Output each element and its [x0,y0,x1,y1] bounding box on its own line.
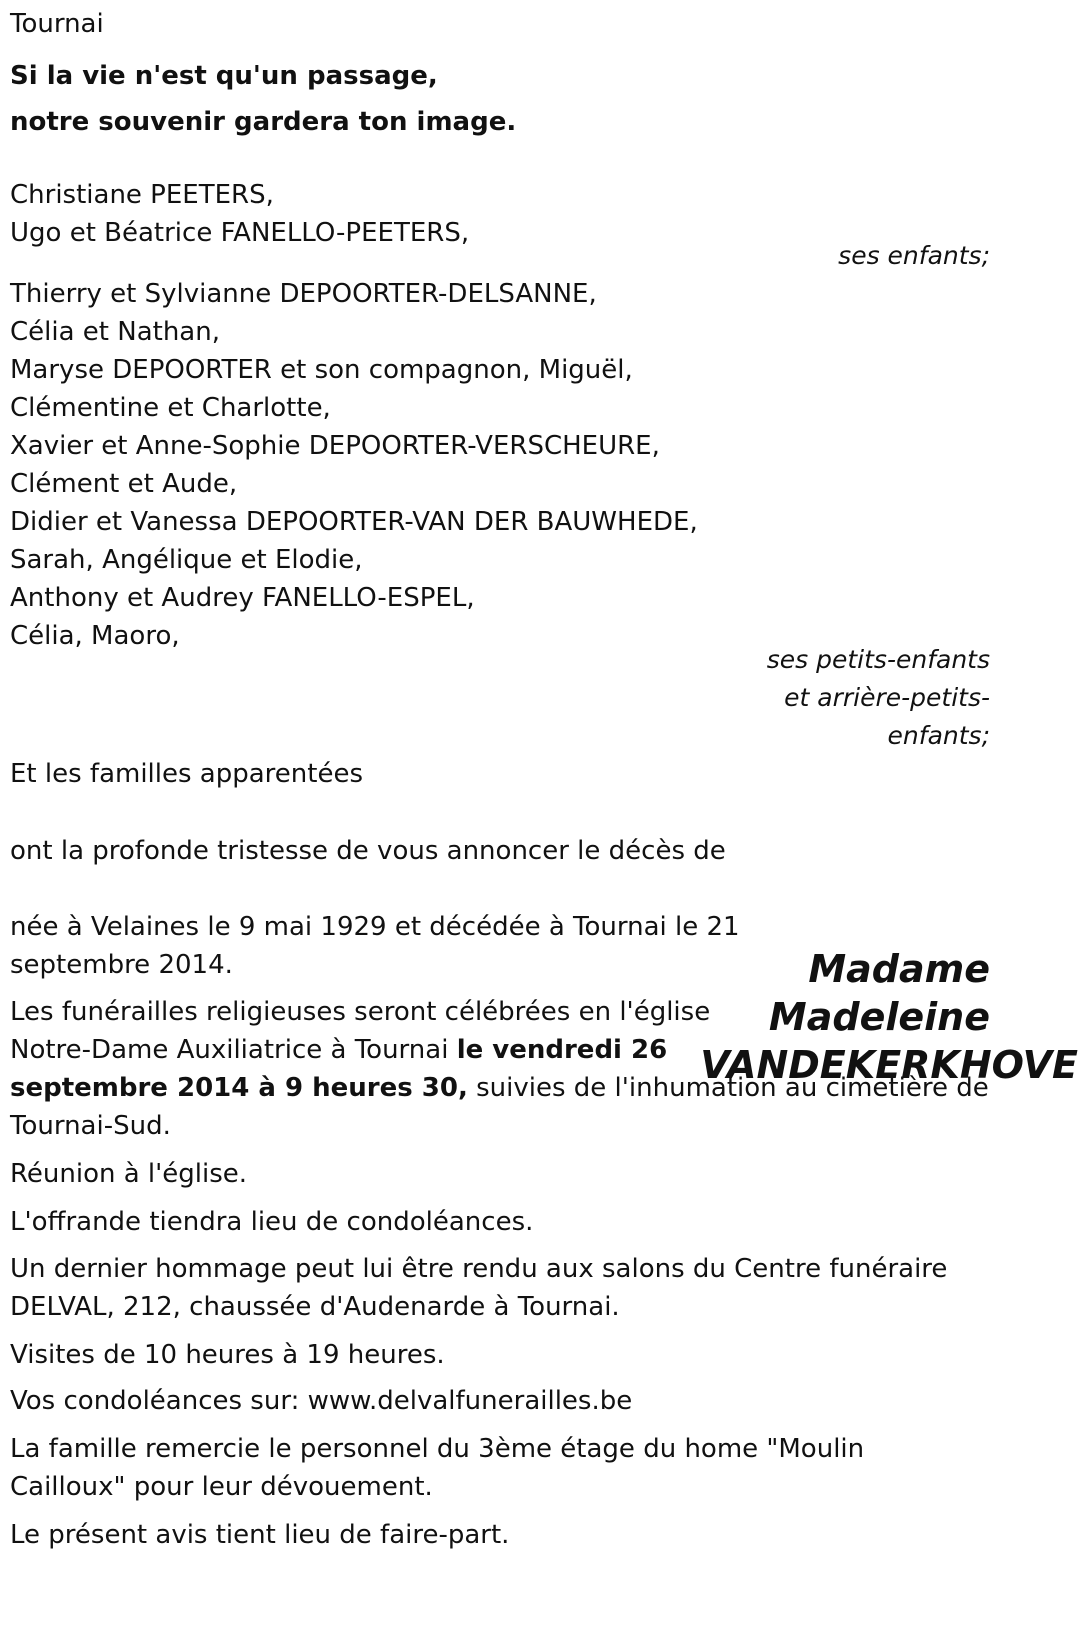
offering [10,1203,533,1241]
location-header [10,5,104,43]
visits-text: Visites de 10 heures à 19 heures. [10,1340,445,1370]
funeral-place: Notre-Dame Auxiliatrice à Tournai [10,1035,457,1065]
grandchildren-label-line: enfants; [887,721,990,750]
homage [10,1250,947,1326]
offering-text: L'offrande tiendra lieu de condoléances. [10,1207,534,1237]
epitaph-line-2: notre souvenir gardera ton image. [10,107,517,137]
deceased-first-name: Madeleine [768,995,990,1039]
grandchild-name: Thierry et Sylvianne DEPOORTER-DELSANNE, [10,279,597,309]
announcement [10,832,726,870]
homage-line-2: DELVAL, 212, chaussée d'Audenarde à Tournai. [10,1292,620,1322]
epitaph [10,53,516,145]
notice [10,1516,509,1554]
birth-death [10,908,740,984]
grandchildren-list [10,275,698,655]
grandchild-name: Xavier et Anne-Sophie DEPOORTER-VERSCHEURE, [10,431,660,461]
visits [10,1336,445,1374]
condolences [10,1382,632,1420]
grandchild-name: Sarah, Angélique et Elodie, [10,545,363,575]
funeral-time: septembre 2014 à 9 heures 30, [10,1073,468,1103]
meeting-text: Réunion à l'église. [10,1159,248,1189]
families [10,755,363,793]
families-text: Et les familles apparentées [10,759,364,789]
birth-death-line-2: septembre 2014. [10,950,233,980]
deceased-last-name: VANDEKERKHOVE [700,1043,1078,1087]
grandchild-name: Célia et Nathan, [10,317,220,347]
funeral-line-2 [10,1031,989,1069]
condolences-text: Vos condoléances sur: www.delvalfunerailles.be [10,1386,633,1416]
child-name: Ugo et Béatrice FANELLO-PEETERS, [10,218,470,248]
grandchild-name: Anthony et Audrey FANELLO-ESPEL, [10,583,475,613]
grandchild-name: Didier et Vanessa DEPOORTER-VAN DER BAUWHEDE, [10,507,698,537]
meeting [10,1155,247,1193]
funeral-line-4: Tournai-Sud. [10,1111,171,1141]
announcement-text: ont la profonde tristesse de vous annoncer le décès de [10,836,726,866]
grandchildren-label-line: ses petits-enfants [766,645,990,674]
children-label: ses enfants; [838,241,990,270]
grandchild-name: Célia, Maoro, [10,621,180,651]
grandchild-name: Maryse DEPOORTER et son compagnon, Miguël, [10,355,633,385]
epitaph-line-1: Si la vie n'est qu'un passage, [10,61,438,91]
funeral-date: le vendredi 26 [456,1035,668,1065]
notice-text: Le présent avis tient lieu de faire-part. [10,1520,510,1550]
grandchildren-label-line: et arrière-petits- [784,683,990,712]
funeral-line-3 [10,1069,989,1107]
funeral-line-1: Les funérailles religieuses seront célébrées en l'église [10,997,711,1027]
children-list [10,176,469,252]
location: Tournai [10,9,104,39]
child-name: Christiane PEETERS, [10,180,274,210]
funeral-burial: suivies de l'inhumation au cimetière de [467,1073,989,1103]
birth-death-line-1: née à Velaines le 9 mai 1929 et décédée à Tournai le 21 [10,912,740,942]
grandchildren-label [767,641,990,755]
grandchild-name: Clémentine et Charlotte, [10,393,331,423]
homage-line-1: Un dernier hommage peut lui être rendu aux salons du Centre funéraire [10,1254,948,1284]
grandchild-name: Clément et Aude, [10,469,238,499]
thanks-line-1: La famille remercie le personnel du 3ème étage du home "Moulin [10,1434,865,1464]
deceased-title: Madame [808,947,990,991]
funeral-info [10,993,989,1145]
thanks [10,1430,864,1506]
thanks-line-2: Cailloux" pour leur dévouement. [10,1472,433,1502]
